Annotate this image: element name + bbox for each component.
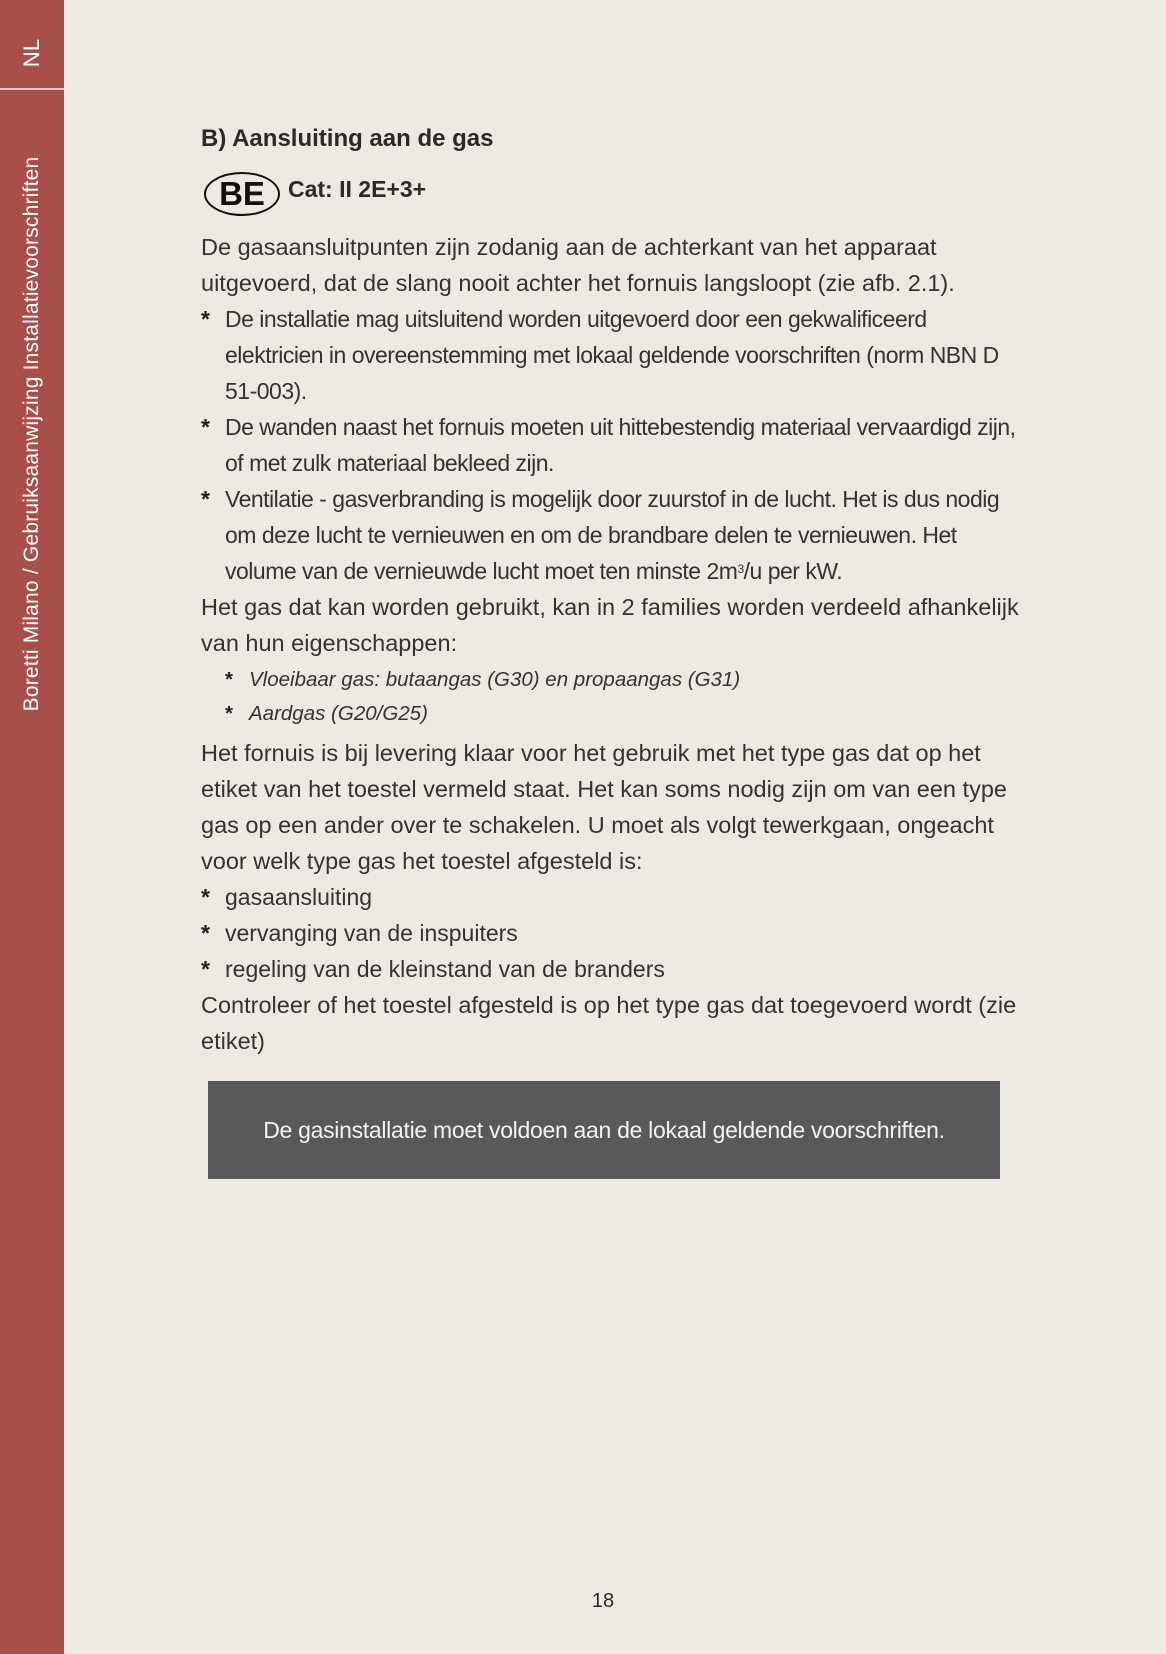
ventilation-text: Ventilatie - gasverbranding is mogelijk door zuurstof in de lucht. Het is dus nodig om deze lucht te vernieuwen en om de brandbare delen te vernieuwen. Het volume van de vernieuwde lucht moet ten minste 2m <box>225 486 1000 584</box>
requirements-list <box>201 301 1021 589</box>
category-label: Cat: II 2E+3+ <box>288 175 427 202</box>
list-item <box>201 481 1021 589</box>
list-item <box>225 697 1021 731</box>
bullet-star: * <box>201 486 210 512</box>
step-text: gasaansluiting <box>225 884 373 910</box>
list-item <box>201 951 1021 987</box>
list-item <box>201 879 1021 915</box>
intro-paragraph: De gasaansluitpunten zijn zodanig aan de achterkant van het apparaat uitgevoerd, dat de slang nooit achter het fornuis langsloopt (zie afb. 2.1). <box>201 234 955 296</box>
page-number: 18 <box>591 1590 615 1612</box>
bullet-text: De installatie mag uitsluitend worden uitgevoerd door een gekwalificeerd elektricien in overeenstemming met lokaal geldende voorschriften (norm NBN D 51-003). <box>225 306 999 404</box>
gas-family-text: Vloeibaar gas: butaangas (G30) en propaangas (G31) <box>249 668 741 691</box>
language-label: NL <box>19 38 44 68</box>
step-text: regeling van de kleinstand van de branders <box>225 956 665 982</box>
section-title: B) Aansluiting aan de gas <box>201 125 494 152</box>
list-item <box>225 663 1021 697</box>
bullet-star: * <box>225 702 233 725</box>
list-item <box>201 915 1021 951</box>
category-row <box>204 169 1021 219</box>
main-content <box>201 125 1021 1059</box>
bullet-star: * <box>201 956 210 982</box>
country-badge: BE <box>204 172 280 216</box>
bullet-star: * <box>201 306 210 332</box>
bullet-star: * <box>201 884 210 910</box>
bullet-text-ventilation <box>225 481 1021 589</box>
document-title: Boretti Milano / Gebruiksaanwijzing Installatievoorschriften <box>20 156 43 712</box>
step-text: vervanging van de inspuiters <box>225 920 518 946</box>
bullet-star: * <box>201 920 210 946</box>
notice-box: De gasinstallatie moet voldoen aan de lokaal geldende voorschriften. <box>208 1081 1000 1179</box>
list-item <box>201 301 1021 409</box>
bullet-star: * <box>225 668 233 691</box>
families-paragraph: Het gas dat kan worden gebruikt, kan in 2 families worden verdeeld afhankelijk van hun eigenschappen: <box>201 594 1019 656</box>
steps-list <box>201 879 1021 987</box>
superscript: 3 <box>737 562 744 576</box>
check-paragraph: Controleer of het toestel afgesteld is op het type gas dat toegevoerd wordt (zie etiket) <box>201 992 1017 1054</box>
sidebar <box>0 0 64 1654</box>
delivery-paragraph: Het fornuis is bij levering klaar voor het gebruik met het type gas dat op het etiket van het toestel vermeld staat. Het kan soms nodig zijn om van een type gas op een ander over te schakelen. U moet als volgt tewerkgaan, ongeacht voor welk type gas het toestel afgesteld is: <box>201 740 1007 874</box>
ventilation-end: /u per kW. <box>743 558 843 584</box>
bullet-text: De wanden naast het fornuis moeten uit hittebestendig materiaal vervaardigd zijn, of met zulk materiaal bekleed zijn. <box>225 414 1016 476</box>
gas-family-text: Aardgas (G20/G25) <box>249 702 428 725</box>
gas-families-list <box>225 663 1021 731</box>
list-item <box>201 409 1021 481</box>
bullet-star: * <box>201 414 210 440</box>
